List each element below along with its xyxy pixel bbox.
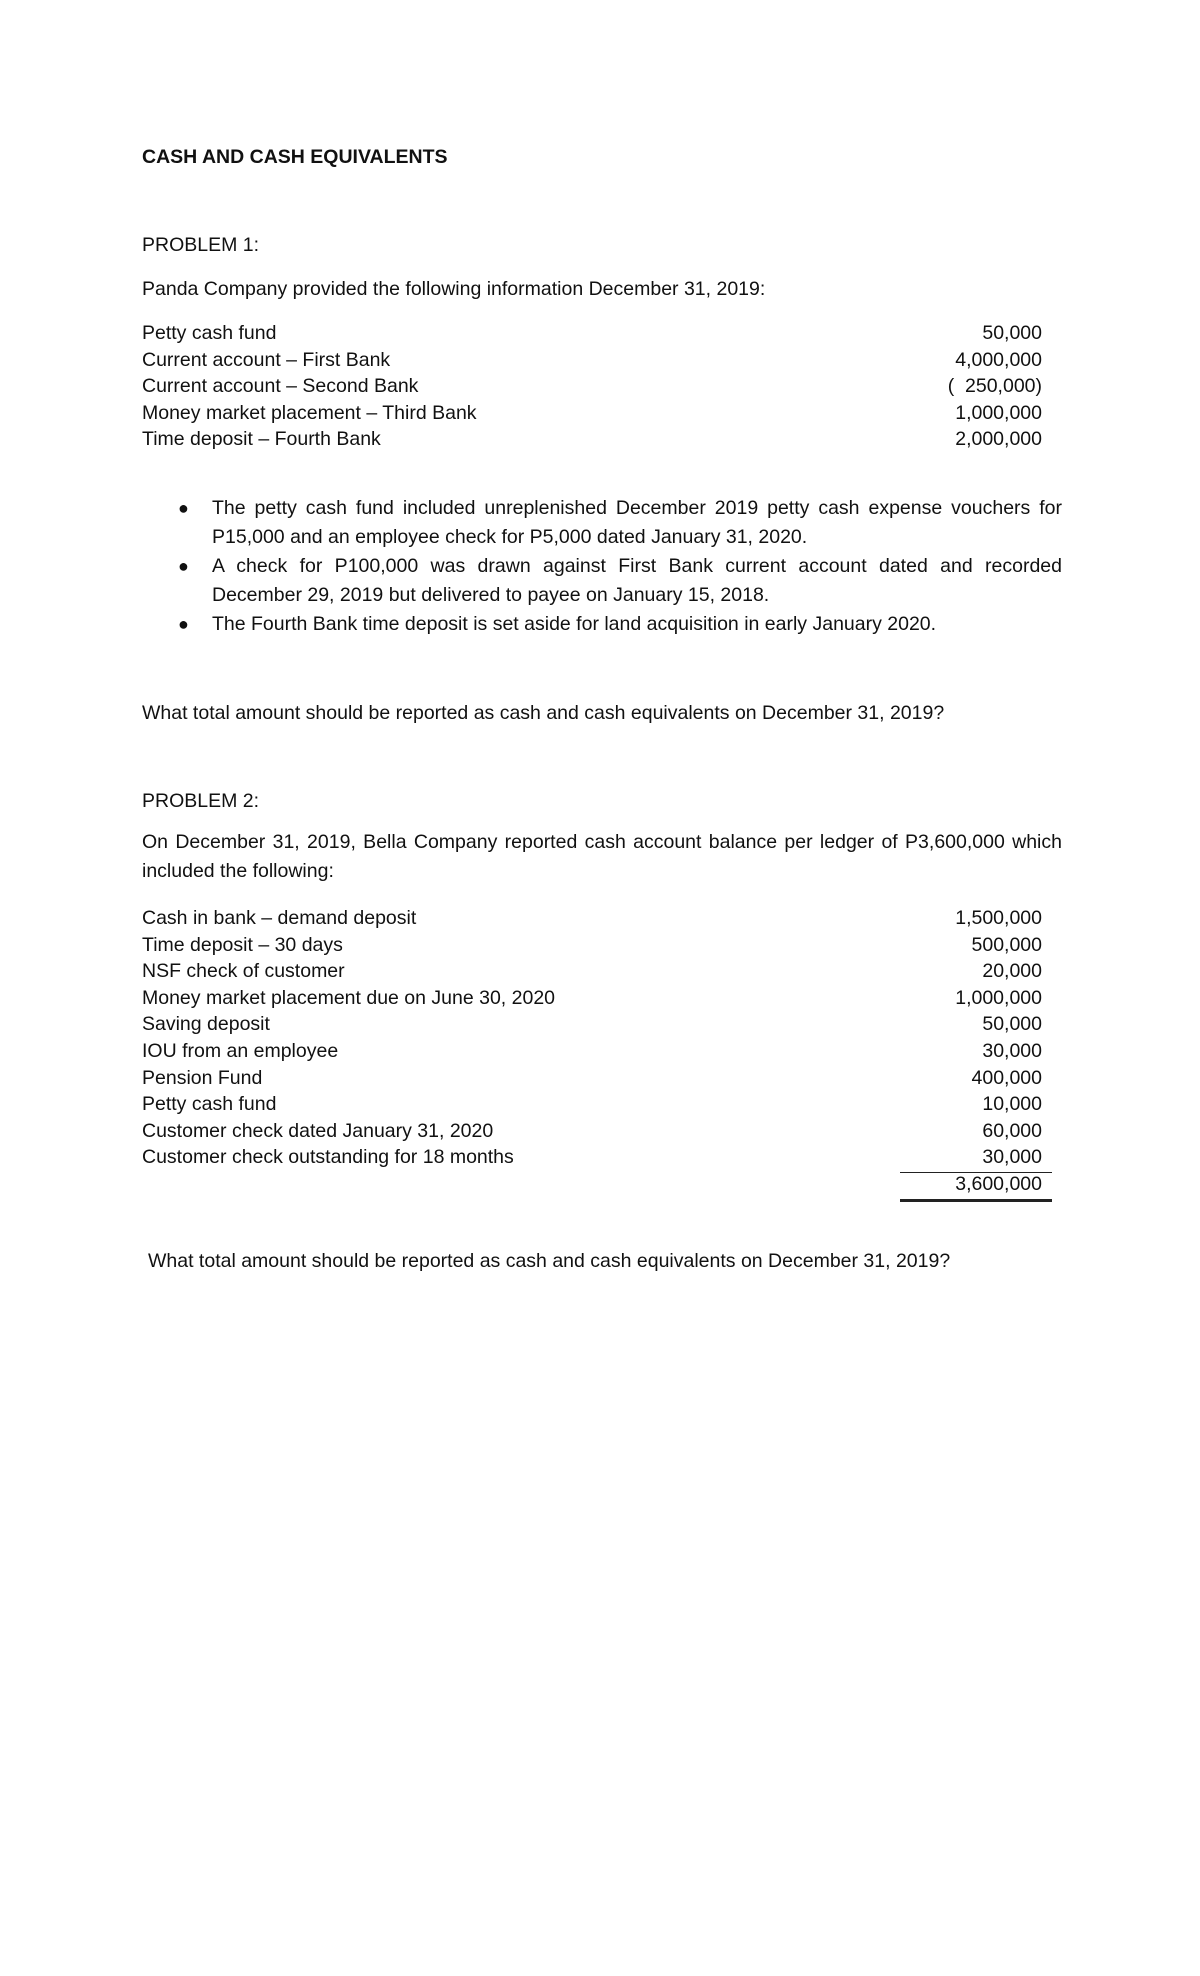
item-label: Current account – Second Bank [142, 375, 419, 398]
table-row [142, 985, 1042, 1012]
problem1-notes [142, 494, 1062, 639]
item-amount: 1,000,000 [955, 401, 1042, 424]
bullet-icon: ● [178, 614, 189, 634]
item-label: Money market placement – Third Bank [142, 401, 477, 424]
note-text: A check for P100,000 was drawn against First Bank current account dated and recorded December 29, 2019 but delivered to payee on January 15, 2018. [212, 555, 1062, 606]
table-row [142, 347, 1042, 374]
list-item [142, 552, 1062, 610]
item-amount: 50,000 [982, 1013, 1042, 1036]
table-row [142, 426, 1042, 453]
problem1-question: What total amount should be reported as cash and cash equivalents on December 31, 2019? [142, 702, 945, 724]
note-text: The petty cash fund included unreplenished December 2019 petty cash expense vouchers for P15,000 and an employee check for P5,000 dated January 31, 2020. [212, 497, 1062, 548]
item-label: Current account – First Bank [142, 348, 391, 371]
item-label: NSF check of customer [142, 960, 345, 983]
problem2-table [142, 905, 1042, 1198]
item-amount: 30,000 [982, 1146, 1042, 1169]
item-amount: 60,000 [982, 1119, 1042, 1142]
item-label: Customer check outstanding for 18 months [142, 1146, 514, 1169]
item-amount: 2,000,000 [955, 428, 1042, 451]
problem2-heading: PROBLEM 2: [142, 790, 260, 812]
table-row [142, 1144, 1042, 1171]
item-amount: 1,500,000 [955, 907, 1042, 929]
item-amount: 400,000 [971, 1066, 1042, 1089]
item-amount: ( 250,000) [947, 375, 1042, 398]
item-label: Petty cash fund [142, 1093, 277, 1116]
item-amount: 50,000 [982, 322, 1042, 344]
item-label: Time deposit – Fourth Bank [142, 428, 381, 451]
item-amount: 10,000 [982, 1093, 1042, 1116]
item-amount: 500,000 [971, 933, 1042, 956]
table-row [142, 958, 1042, 985]
table-row [142, 320, 1042, 347]
table-row [142, 905, 1042, 932]
document-title: CASH AND CASH EQUIVALENTS [142, 146, 448, 168]
item-label: IOU from an employee [142, 1039, 339, 1062]
item-amount: 20,000 [982, 960, 1042, 983]
item-label: Time deposit – 30 days [142, 933, 343, 956]
item-label: Pension Fund [142, 1066, 263, 1089]
item-label: Customer check dated January 31, 2020 [142, 1119, 494, 1142]
table-row [142, 1118, 1042, 1145]
list-item [142, 494, 1062, 552]
table-row [142, 932, 1042, 959]
problem2-intro: On December 31, 2019, Bella Company reported cash account balance per ledger of P3,600,000 which included the following: [142, 831, 1062, 882]
table-row [142, 1091, 1042, 1118]
note-text: The Fourth Bank time deposit is set aside for land acquisition in early January 2020. [212, 613, 937, 635]
subtotal-rule [900, 1172, 1052, 1173]
bullet-icon: ● [178, 556, 189, 576]
item-amount: 1,000,000 [955, 986, 1042, 1009]
item-label: Cash in bank – demand deposit [142, 907, 417, 929]
item-amount: 30,000 [982, 1039, 1042, 1062]
table-row [142, 1011, 1042, 1038]
problem1-table [142, 320, 1042, 453]
item-label: Petty cash fund [142, 322, 277, 344]
total-row [142, 1171, 1042, 1198]
item-amount: 4,000,000 [955, 348, 1042, 371]
table-row [142, 1038, 1042, 1065]
item-label: Saving deposit [142, 1013, 270, 1036]
problem1-intro: Panda Company provided the following information December 31, 2019: [142, 278, 766, 300]
double-total-rule [900, 1199, 1052, 1202]
problem1-heading: PROBLEM 1: [142, 234, 260, 256]
item-label: Money market placement due on June 30, 2020 [142, 986, 556, 1009]
table-row [142, 373, 1042, 400]
table-row [142, 1065, 1042, 1092]
list-item [142, 610, 1062, 639]
bullet-icon: ● [178, 498, 189, 518]
problem2-question: What total amount should be reported as cash and cash equivalents on December 31, 2019? [148, 1250, 951, 1272]
total-amount: 3,600,000 [955, 1172, 1042, 1195]
table-row [142, 400, 1042, 427]
